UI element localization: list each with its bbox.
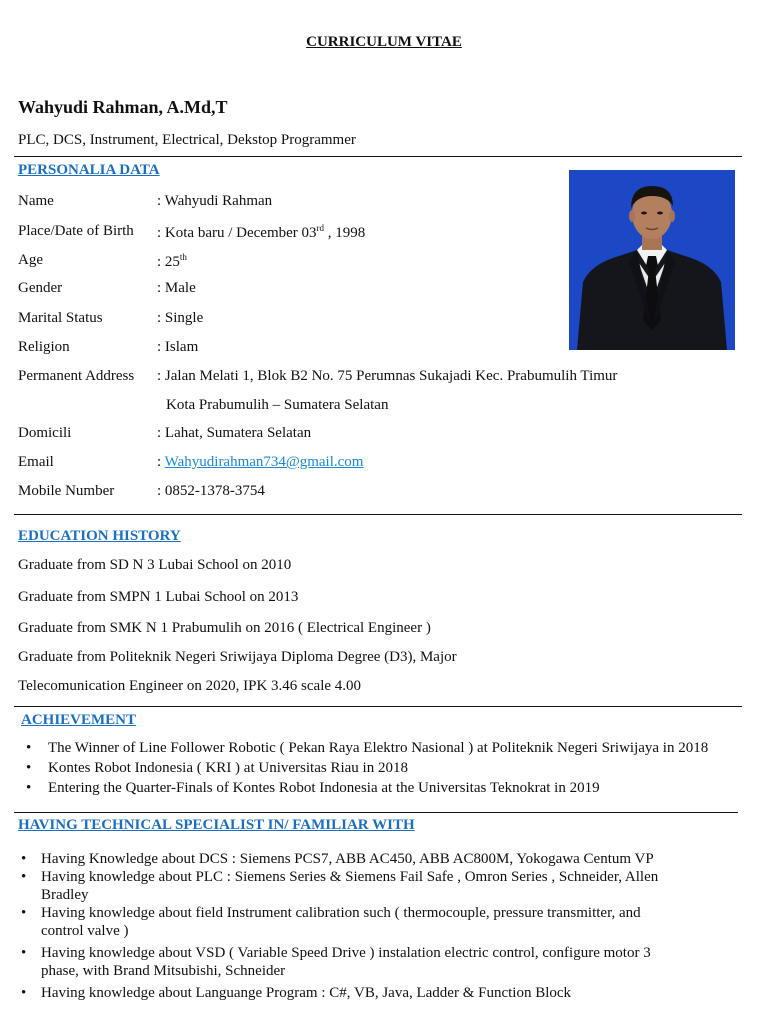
mobile-value: : 0852-1378-3754 [157, 483, 265, 499]
education-item: Graduate from SMK N 1 Prabumulih on 2016 ( Electrical Engineer ) [18, 620, 431, 636]
divider [14, 706, 742, 707]
divider [14, 514, 742, 515]
birth-label: Place/Date of Birth [18, 223, 134, 239]
document-title: CURRICULUM VITAE [306, 34, 462, 50]
section-achievement-heading: ACHIEVEMENT [21, 712, 137, 728]
age-label: Age [18, 252, 43, 268]
divider [14, 812, 738, 813]
technical-item: • Having knowledge about PLC : Siemens Series & Siemens Fail Safe , Omron Series , Schneider, Allen Bradley [18, 868, 686, 904]
religion-value: : Islam [157, 339, 199, 355]
address-label: Permanent Address [18, 368, 135, 384]
profile-photo [569, 170, 735, 350]
technical-item: • Having Knowledge about DCS : Siemens PCS7, ABB AC450, ABB AC800M, Yokogawa Centum VP [18, 850, 686, 868]
technical-item: • Having knowledge about field Instrument calibration such ( thermocouple, pressure transmitter, and control valve ) [18, 904, 686, 940]
email-link[interactable]: Wahyudirahman734@gmail.com [164, 454, 364, 470]
domicili-value: : Lahat, Sumatera Selatan [157, 425, 312, 441]
education-item: Graduate from SMPN 1 Lubai School on 2013 [18, 589, 299, 605]
achievement-list [18, 738, 748, 798]
marital-value: : Single [157, 310, 204, 326]
email-label: Email [18, 454, 54, 470]
name-label: Name [18, 193, 54, 209]
section-technical-heading: HAVING TECHNICAL SPECIALIST IN/ FAMILIAR WITH [18, 817, 415, 833]
mobile-label: Mobile Number [18, 483, 115, 499]
email-value: : Wahyudirahman734@gmail.com [157, 454, 364, 470]
technical-list [18, 850, 686, 1002]
education-item: Graduate from Politeknik Negeri Sriwijaya Diploma Degree (D3), Major [18, 649, 457, 665]
domicili-label: Domicili [18, 425, 72, 441]
education-item: Telecomunication Engineer on 2020, IPK 3.46 scale 4.00 [18, 678, 362, 694]
achievement-item: • Kontes Robot Indonesia ( KRI ) at Universitas Riau in 2018 [18, 758, 748, 778]
age-value: : 25th [157, 252, 187, 270]
technical-item: • Having knowledge about VSD ( Variable Speed Drive ) instalation electric control, configure motor 3 phase, with Brand Mitsubishi, Schneider [18, 944, 686, 980]
achievement-item: • Entering the Quarter-Finals of Kontes Robot Indonesia at the Universitas Teknokrat in 2019 [18, 778, 748, 798]
technical-item: • Having knowledge about Languange Program : C#, VB, Java, Ladder & Function Block [18, 984, 686, 1002]
section-education-heading: EDUCATION HISTORY [18, 528, 181, 544]
address-value-line2: Kota Prabumulih – Sumatera Selatan [166, 397, 389, 413]
education-item: Graduate from SD N 3 Lubai School on 2010 [18, 557, 292, 573]
gender-value: : Male [157, 280, 196, 296]
birth-value: : Kota baru / December 03rd , 1998 [157, 223, 366, 241]
achievement-item: • The Winner of Line Follower Robotic ( Pekan Raya Elektro Nasional ) at Politeknik Negeri Sriwijaya in 2018 [18, 738, 748, 758]
candidate-name: Wahyudi Rahman, A.Md,T [18, 97, 228, 117]
gender-label: Gender [18, 280, 63, 296]
candidate-subtitle: PLC, DCS, Instrument, Electrical, Dekstop Programmer [18, 132, 356, 148]
marital-label: Marital Status [18, 310, 103, 326]
name-value: : Wahyudi Rahman [157, 193, 273, 209]
divider [14, 156, 742, 157]
religion-label: Religion [18, 339, 70, 355]
section-personal-heading: PERSONALIA DATA [18, 162, 160, 178]
address-value-line1: : Jalan Melati 1, Blok B2 No. 75 Perumnas Sukajadi Kec. Prabumulih Timur [157, 368, 618, 384]
